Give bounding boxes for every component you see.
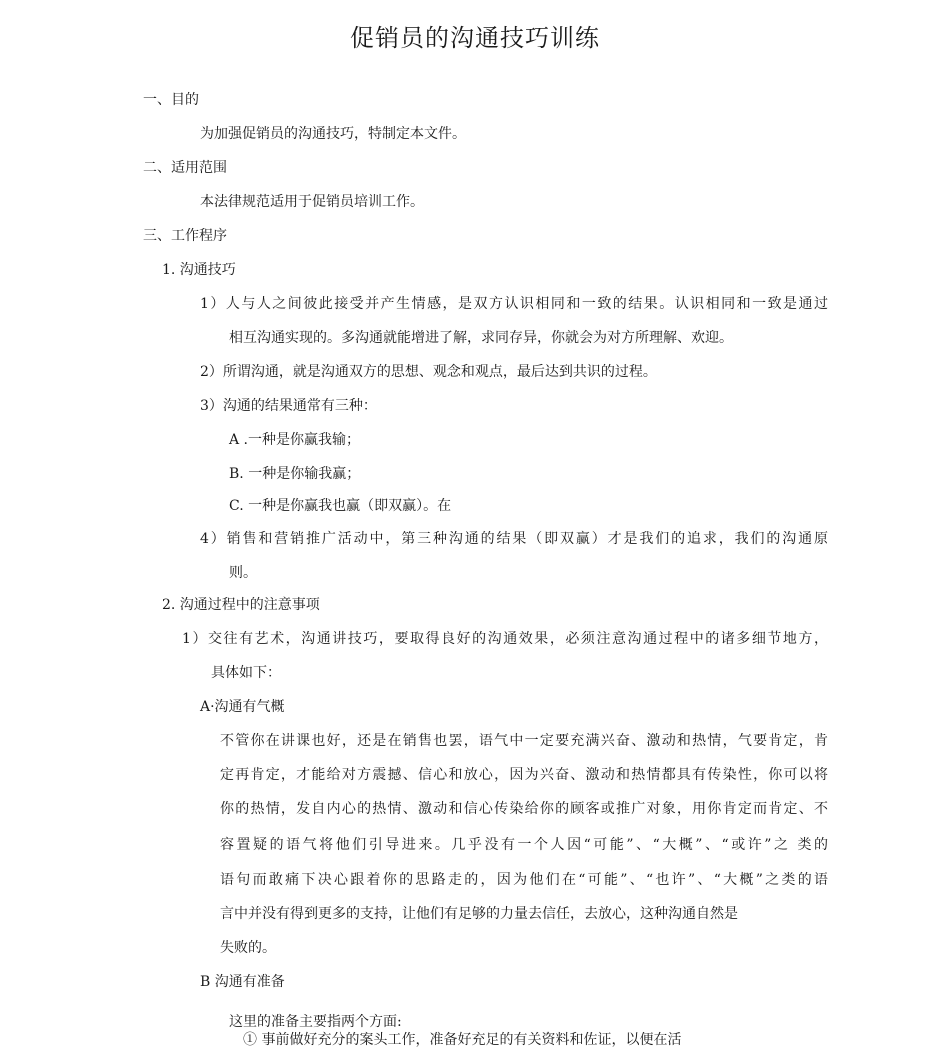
option-item: A .一种是你赢我输； (229, 432, 361, 448)
paragraph-line: 你的热情，发自内心的热情、激动和信心传染给你的顾客或推广对象，用你肯定而肯定、不 (220, 801, 828, 817)
paragraph-line: 容置疑的语气将他们引导进来。几乎没有一个人因“可能”、“大概”、“或许”之 类的 (220, 837, 828, 853)
paragraph-line: 失败的。 (220, 940, 276, 956)
section-heading-procedure: 三、工作程序 (143, 228, 227, 244)
paragraph-line: 言中并没有得到更多的支持，让他们有足够的力量去信任，去放心，这种沟通自然是 (220, 906, 738, 922)
list-item-continuation: 相互沟通实现的。多沟通就能增进了解，求同存异，你就会为对方所理解、欢迎。 (229, 330, 733, 346)
document-title: 促销员的沟通技巧训练 (350, 24, 600, 52)
paragraph-line: 定再肯定，才能给对方震撼、信心和放心，因为兴奋、激动和热情都具有传染性，你可以将 (220, 767, 828, 783)
option-item: B. 一种是你输我赢； (229, 466, 361, 482)
paragraph: 本法律规范适用于促销员培训工作。 (200, 194, 424, 210)
list-item: 1）交往有艺术，沟通讲技巧，要取得良好的沟通效果，必须注意沟通过程中的诸多细节地方， (182, 631, 828, 647)
paragraph-line: 这里的准备主要指两个方面: (229, 1014, 402, 1030)
list-item-continuation: 具体如下： (211, 665, 281, 681)
paragraph-line: 不管你在讲课也好，还是在销售也罢，语气中一定要充满兴奋、激动和热情，气要肯定，肯 (220, 733, 828, 749)
paragraph-line: 语句而敢痛下决心跟着你的思路走的，因为他们在“可能”、“也许”、“大概”之类的语 (220, 872, 828, 888)
list-item: 3）沟通的结果通常有三种： (200, 398, 377, 414)
point-heading: B 沟通有准备 (200, 974, 285, 990)
subsection-heading: 1. 沟通技巧 (162, 262, 236, 278)
numbered-item: ① 事前做好充分的案头工作，准备好充足的有关资料和佐证，以便在活 (243, 1032, 682, 1048)
subsection-heading: 2. 沟通过程中的注意事项 (162, 597, 320, 613)
section-heading-purpose: 一、目的 (143, 92, 199, 108)
point-heading: A·沟通有气概 (200, 699, 285, 715)
list-item: 1）人与人之间彼此接受并产生情感，是双方认识相同和一致的结果。认识相同和一致是通过 (200, 296, 828, 312)
paragraph: 为加强促销员的沟通技巧，特制定本文件。 (200, 126, 466, 142)
option-item: C. 一种是你赢我也赢（即双赢）。在 (229, 498, 452, 514)
list-item: 4）销售和营销推广活动中，第三种沟通的结果（即双赢）才是我们的追求，我们的沟通原 (200, 531, 828, 547)
section-heading-scope: 二、适用范围 (143, 160, 227, 176)
list-item: 2）所谓沟通，就是沟通双方的思想、观念和观点，最后达到共识的过程。 (200, 364, 657, 380)
list-item-continuation: 则。 (229, 565, 257, 581)
